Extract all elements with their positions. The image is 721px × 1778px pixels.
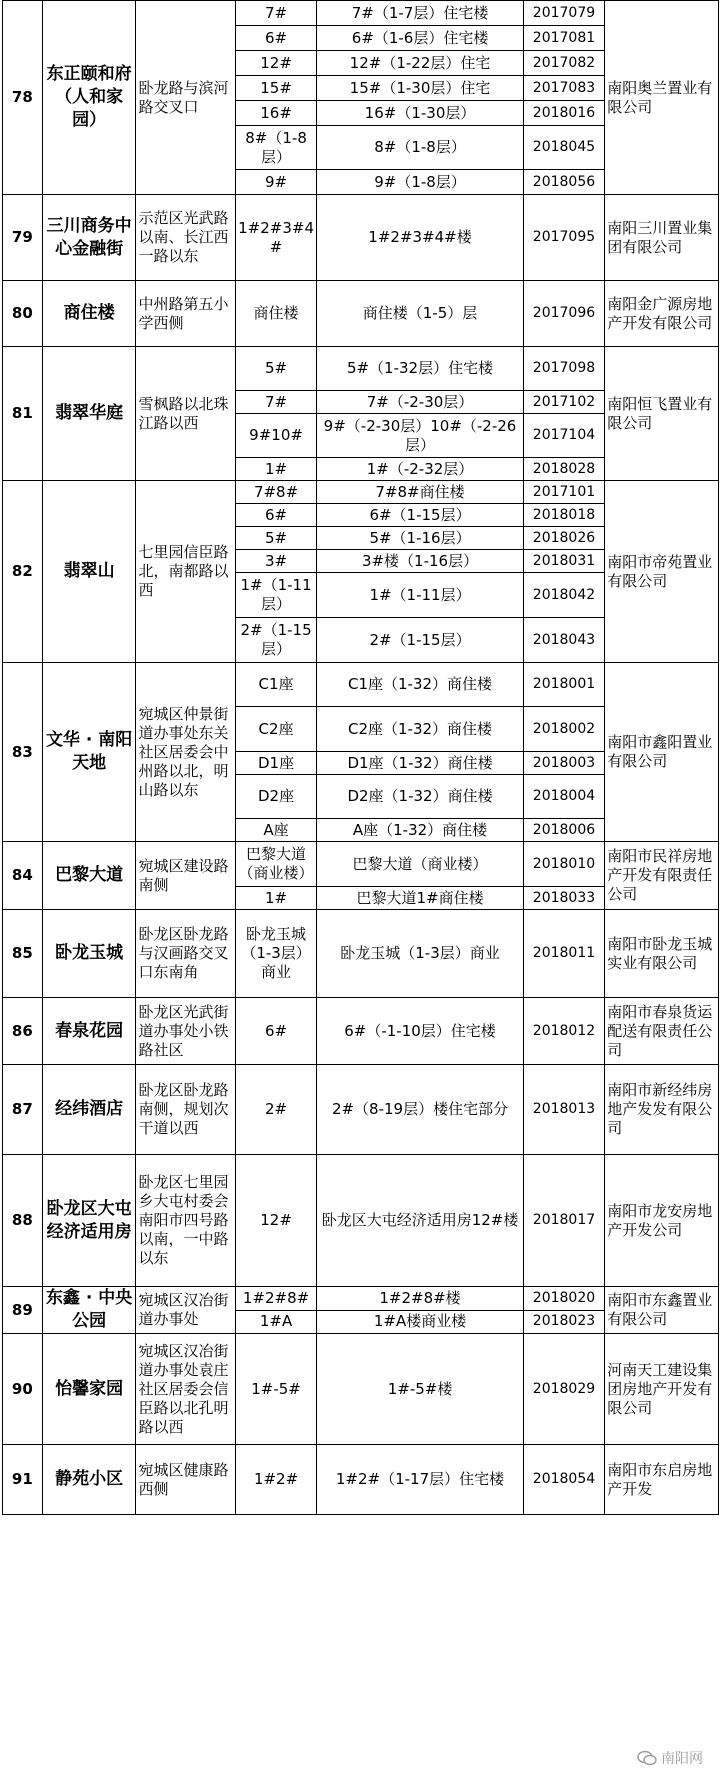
building-desc: 7#（-2-30层）: [317, 391, 523, 414]
building-id: D2座: [235, 775, 317, 819]
project-name: 经纬酒店: [42, 1065, 136, 1155]
permit-code: 2018033: [523, 887, 605, 910]
table-row: [3, 1, 719, 26]
table-row: [3, 481, 719, 504]
project-name: 静苑小区: [42, 1445, 136, 1515]
permit-code: 2017081: [523, 26, 605, 51]
project-address: 宛城区健康路西侧: [136, 1445, 235, 1515]
building-desc: 5#（1-32层）住宅楼: [317, 347, 523, 391]
project-name: 巴黎大道: [42, 842, 136, 910]
permit-code: 2018026: [523, 527, 605, 550]
building-desc: C1座（1-32）商住楼: [317, 663, 523, 707]
building-id: 16#: [235, 101, 317, 126]
permit-code: 2017101: [523, 481, 605, 504]
project-name: 翡翠华庭: [42, 347, 136, 481]
building-id: 商住楼: [235, 281, 317, 347]
developer-company: 南阳市龙安房地产开发公司: [605, 1155, 719, 1287]
building-id: 6#: [235, 26, 317, 51]
project-address: 卧龙区光武街道办事处小铁路社区: [136, 998, 235, 1065]
permit-code: 2018002: [523, 707, 605, 752]
building-id: 1#A: [235, 1310, 317, 1334]
project-number: 85: [3, 910, 43, 998]
permit-code: 2018006: [523, 819, 605, 842]
building-id: 7#8#: [235, 481, 317, 504]
building-desc: C2座（1-32）商住楼: [317, 707, 523, 752]
permit-code: 2018045: [523, 126, 605, 170]
project-address: 中州路第五小学西侧: [136, 281, 235, 347]
table-row: [3, 842, 719, 887]
developer-company: 南阳市新经纬房地产发发有限公司: [605, 1065, 719, 1155]
permit-code: 2018020: [523, 1287, 605, 1311]
building-id: C2座: [235, 707, 317, 752]
permit-code: 2018028: [523, 458, 605, 481]
permit-code: 2018003: [523, 752, 605, 775]
project-number: 84: [3, 842, 43, 910]
table-row: [3, 1065, 719, 1155]
project-name: 东正颐和府（人和家园）: [42, 1, 136, 195]
building-desc: 2#（1-15层）: [317, 618, 523, 663]
developer-company: 南阳三川置业集团有限公司: [605, 195, 719, 281]
building-desc: D1座（1-32）商住楼: [317, 752, 523, 775]
project-address: 宛城区仲景街道办事处东关社区居委会中州路以北，明山路以东: [136, 663, 235, 842]
permit-code: 2017083: [523, 76, 605, 101]
building-desc: 卧龙区大屯经济适用房12#楼: [317, 1155, 523, 1287]
project-name: 文华 · 南阳天地: [42, 663, 136, 842]
project-number: 90: [3, 1334, 43, 1445]
table-row: [3, 998, 719, 1065]
permit-table: [2, 0, 719, 1515]
permit-code: 2018018: [523, 504, 605, 527]
table-row: [3, 1155, 719, 1287]
permit-code: 2018016: [523, 101, 605, 126]
building-id: 7#: [235, 391, 317, 414]
project-address: 示范区光武路以南、长江西一路以东: [136, 195, 235, 281]
developer-company: 南阳市民祥房地产开发有限责任公司: [605, 842, 719, 910]
building-desc: 卧龙玉城（1-3层）商业: [317, 910, 523, 998]
permit-code: 2018012: [523, 998, 605, 1065]
permit-code: 2018013: [523, 1065, 605, 1155]
permit-code: 2018023: [523, 1310, 605, 1334]
building-id: 5#: [235, 347, 317, 391]
table-row: [3, 1287, 719, 1311]
permit-code: 2018017: [523, 1155, 605, 1287]
building-desc: 15#（1-30层）住宅: [317, 76, 523, 101]
project-name: 翡翠山: [42, 481, 136, 663]
building-id: 2#（1-15层）: [235, 618, 317, 663]
wechat-logo-icon: [637, 1750, 657, 1766]
building-desc: 巴黎大道1#商住楼: [317, 887, 523, 910]
project-number: 80: [3, 281, 43, 347]
project-number: 91: [3, 1445, 43, 1515]
building-id: 9#: [235, 170, 317, 195]
permit-code: 2018056: [523, 170, 605, 195]
building-id: 5#: [235, 527, 317, 550]
building-desc: 9#（1-8层）: [317, 170, 523, 195]
building-id: 3#: [235, 550, 317, 573]
project-name: 三川商务中心金融街: [42, 195, 136, 281]
building-desc: 1#-5#楼: [317, 1334, 523, 1445]
building-id: 12#: [235, 51, 317, 76]
project-address: 卧龙区七里园乡大屯村委会南阳市四号路以南，一中路以东: [136, 1155, 235, 1287]
building-id: 1#: [235, 887, 317, 910]
building-id: 1#2#8#: [235, 1287, 317, 1311]
developer-company: 河南天工建设集团房地产开发有限公司: [605, 1334, 719, 1445]
building-id: C1座: [235, 663, 317, 707]
developer-company: 南阳市东启房地产开发: [605, 1445, 719, 1515]
permit-code: 2017096: [523, 281, 605, 347]
project-name: 东鑫 · 中央公园: [42, 1287, 136, 1334]
permit-code: 2018031: [523, 550, 605, 573]
permit-code: 2017095: [523, 195, 605, 281]
project-number: 82: [3, 481, 43, 663]
project-address: 雪枫路以北珠江路以西: [136, 347, 235, 481]
building-desc: 16#（1-30层）: [317, 101, 523, 126]
building-id: 12#: [235, 1155, 317, 1287]
table-row: [3, 1445, 719, 1515]
building-desc: 1#2#8#楼: [317, 1287, 523, 1311]
table-row: [3, 910, 719, 998]
permit-code: 2017098: [523, 347, 605, 391]
permit-code: 2017079: [523, 1, 605, 26]
table-row: [3, 347, 719, 391]
permit-code: 2018010: [523, 842, 605, 887]
building-id: 15#: [235, 76, 317, 101]
building-desc: 5#（1-16层）: [317, 527, 523, 550]
building-desc: 巴黎大道（商业楼）: [317, 842, 523, 887]
permit-code: 2018001: [523, 663, 605, 707]
building-desc: 9#（-2-30层）10#（-2-26层）: [317, 414, 523, 458]
building-desc: 6#（-1-10层）住宅楼: [317, 998, 523, 1065]
project-address: 宛城区建设路南侧: [136, 842, 235, 910]
project-address: 宛城区汉冶街道办事处: [136, 1287, 235, 1334]
watermark: [637, 1748, 703, 1768]
building-desc: 1#（-2-32层）: [317, 458, 523, 481]
project-name: 卧龙玉城: [42, 910, 136, 998]
project-name: 卧龙区大屯经济适用房: [42, 1155, 136, 1287]
permit-code: 2017082: [523, 51, 605, 76]
building-desc: 8#（1-8层）: [317, 126, 523, 170]
building-id: 1#: [235, 458, 317, 481]
developer-company: 南阳恒飞置业有限公司: [605, 347, 719, 481]
building-desc: 7#8#商住楼: [317, 481, 523, 504]
project-name: 怡馨家园: [42, 1334, 136, 1445]
table-row: [3, 281, 719, 347]
permit-code: 2017104: [523, 414, 605, 458]
developer-company: 南阳市帝苑置业有限公司: [605, 481, 719, 663]
project-number: 81: [3, 347, 43, 481]
building-id: 2#: [235, 1065, 317, 1155]
project-address: 卧龙区卧龙路南侧，规划次干道以西: [136, 1065, 235, 1155]
building-id: 1#2#: [235, 1445, 317, 1515]
permit-code: 2018043: [523, 618, 605, 663]
table-row: [3, 663, 719, 707]
building-id: 8#（1-8层）: [235, 126, 317, 170]
project-address: 卧龙区卧龙路与汉画路交叉口东南角: [136, 910, 235, 998]
project-number: 79: [3, 195, 43, 281]
project-number: 86: [3, 998, 43, 1065]
building-id: 1#-5#: [235, 1334, 317, 1445]
building-desc: 6#（1-15层）: [317, 504, 523, 527]
project-address: 宛城区汉冶街道办事处袁庄社区居委会信臣路以北孔明路以西: [136, 1334, 235, 1445]
project-name: 春泉花园: [42, 998, 136, 1065]
building-id: 7#: [235, 1, 317, 26]
building-desc: 7#（1-7层）住宅楼: [317, 1, 523, 26]
building-id: 1#（1-11层）: [235, 573, 317, 618]
permit-code: 2018011: [523, 910, 605, 998]
building-id: 6#: [235, 998, 317, 1065]
permit-code: 2018029: [523, 1334, 605, 1445]
watermark-text: 南阳网: [661, 1751, 703, 1767]
building-id: 6#: [235, 504, 317, 527]
project-number: 83: [3, 663, 43, 842]
building-desc: 1#A楼商业楼: [317, 1310, 523, 1334]
building-desc: 商住楼（1-5）层: [317, 281, 523, 347]
developer-company: 南阳金广源房地产开发有限公司: [605, 281, 719, 347]
building-id: A座: [235, 819, 317, 842]
building-desc: D2座（1-32）商住楼: [317, 775, 523, 819]
building-desc: 3#楼（1-16层）: [317, 550, 523, 573]
table-row: [3, 195, 719, 281]
project-number: 89: [3, 1287, 43, 1334]
building-id: 卧龙玉城（1-3层）商业: [235, 910, 317, 998]
project-number: 88: [3, 1155, 43, 1287]
table-row: [3, 1334, 719, 1445]
developer-company: 南阳市东鑫置业有限公司: [605, 1287, 719, 1334]
building-desc: 1#2#3#4#楼: [317, 195, 523, 281]
developer-company: 南阳奥兰置业有限公司: [605, 1, 719, 195]
project-number: 87: [3, 1065, 43, 1155]
project-address: 七里园信臣路北，南都路以西: [136, 481, 235, 663]
developer-company: 南阳市鑫阳置业有限公司: [605, 663, 719, 842]
building-desc: A座（1-32）商住楼: [317, 819, 523, 842]
building-id: D1座: [235, 752, 317, 775]
building-desc: 2#（8-19层）楼住宅部分: [317, 1065, 523, 1155]
building-desc: 12#（1-22层）住宅: [317, 51, 523, 76]
permit-code: 2018054: [523, 1445, 605, 1515]
building-id: 1#2#3#4#: [235, 195, 317, 281]
building-desc: 6#（1-6层）住宅楼: [317, 26, 523, 51]
developer-company: 南阳市春泉货运配送有限责任公司: [605, 998, 719, 1065]
building-id: 9#10#: [235, 414, 317, 458]
project-name: 商住楼: [42, 281, 136, 347]
permit-code: 2018042: [523, 573, 605, 618]
building-desc: 1#（1-11层）: [317, 573, 523, 618]
project-number: 78: [3, 1, 43, 195]
permit-code: 2018004: [523, 775, 605, 819]
permit-code: 2017102: [523, 391, 605, 414]
developer-company: 南阳市卧龙玉城实业有限公司: [605, 910, 719, 998]
building-id: 巴黎大道（商业楼）: [235, 842, 317, 887]
project-address: 卧龙路与滨河路交叉口: [136, 1, 235, 195]
building-desc: 1#2#（1-17层）住宅楼: [317, 1445, 523, 1515]
